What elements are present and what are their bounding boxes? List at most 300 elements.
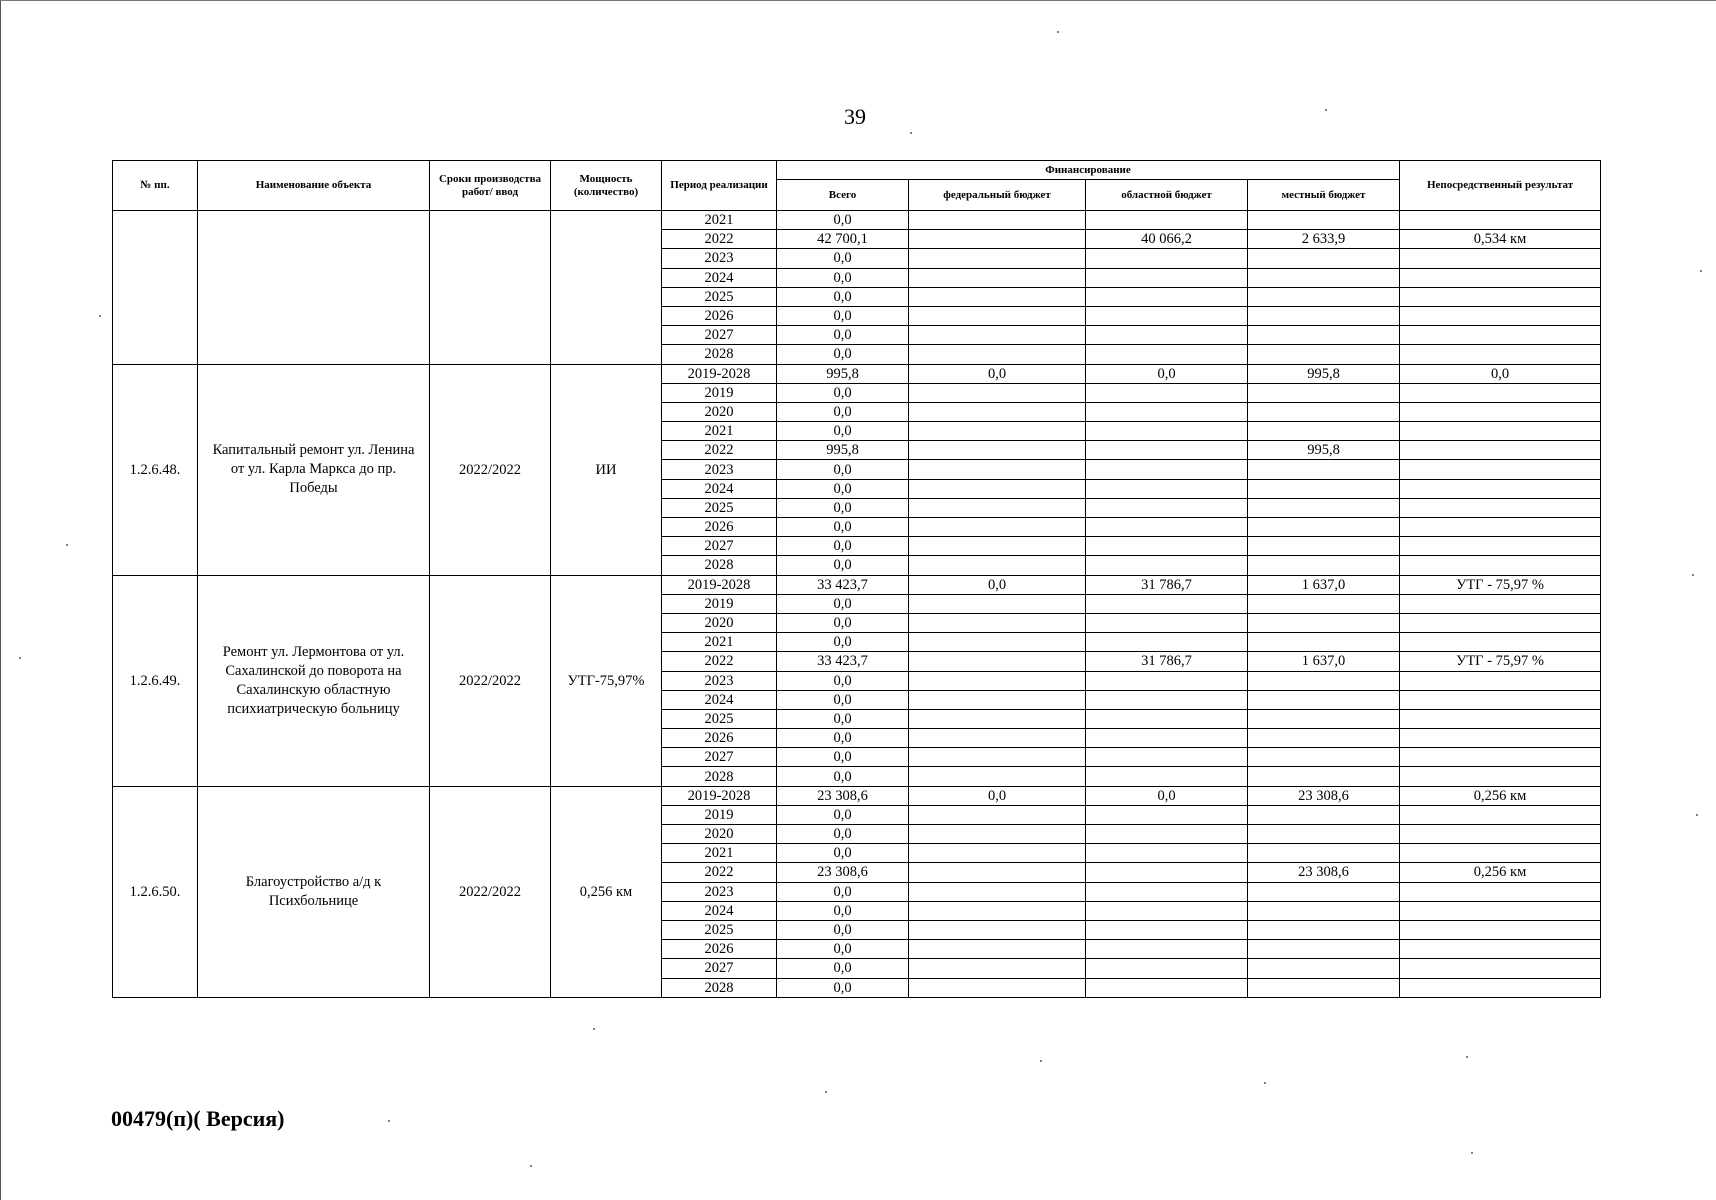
period-cell: 2019-2028 bbox=[662, 364, 777, 383]
local-budget-cell bbox=[1248, 633, 1400, 652]
local-budget-cell: 23 308,6 bbox=[1248, 863, 1400, 882]
total-cell: 0,0 bbox=[777, 613, 909, 632]
result-cell bbox=[1400, 383, 1601, 402]
federal-budget-cell bbox=[909, 690, 1086, 709]
total-cell: 0,0 bbox=[777, 959, 909, 978]
local-budget-cell bbox=[1248, 306, 1400, 325]
header-num: № пп. bbox=[113, 161, 198, 211]
regional-budget-cell bbox=[1086, 383, 1248, 402]
regional-budget-cell: 40 066,2 bbox=[1086, 230, 1248, 249]
table-header bbox=[113, 161, 1601, 211]
total-cell: 0,0 bbox=[777, 537, 909, 556]
scan-speck bbox=[388, 1120, 390, 1122]
period-cell: 2019-2028 bbox=[662, 786, 777, 805]
header-total: Всего bbox=[777, 180, 909, 211]
total-cell: 0,0 bbox=[777, 748, 909, 767]
scan-speck bbox=[825, 1091, 827, 1093]
regional-budget-cell bbox=[1086, 498, 1248, 517]
local-budget-cell bbox=[1248, 805, 1400, 824]
table-row bbox=[113, 364, 1601, 383]
document-code: 00479(п)( Версия) bbox=[111, 1106, 285, 1131]
period-cell: 2025 bbox=[662, 709, 777, 728]
local-budget-cell bbox=[1248, 594, 1400, 613]
regional-budget-cell bbox=[1086, 249, 1248, 268]
result-cell bbox=[1400, 498, 1601, 517]
scan-speck bbox=[1692, 574, 1694, 576]
federal-budget-cell bbox=[909, 825, 1086, 844]
regional-budget-cell: 31 786,7 bbox=[1086, 575, 1248, 594]
regional-budget-cell bbox=[1086, 690, 1248, 709]
local-budget-cell bbox=[1248, 249, 1400, 268]
result-cell: 0,256 км bbox=[1400, 786, 1601, 805]
federal-budget-cell bbox=[909, 613, 1086, 632]
scan-speck bbox=[99, 315, 101, 317]
regional-budget-cell bbox=[1086, 422, 1248, 441]
federal-budget-cell bbox=[909, 211, 1086, 230]
total-cell: 42 700,1 bbox=[777, 230, 909, 249]
header-local: местный бюджет bbox=[1248, 180, 1400, 211]
period-cell: 2023 bbox=[662, 671, 777, 690]
result-cell bbox=[1400, 402, 1601, 421]
regional-budget-cell: 0,0 bbox=[1086, 364, 1248, 383]
result-cell bbox=[1400, 825, 1601, 844]
local-budget-cell bbox=[1248, 882, 1400, 901]
work-terms-cell bbox=[430, 211, 551, 365]
result-cell bbox=[1400, 978, 1601, 997]
regional-budget-cell bbox=[1086, 460, 1248, 479]
scan-speck bbox=[1700, 270, 1702, 272]
result-cell bbox=[1400, 709, 1601, 728]
local-budget-cell bbox=[1248, 959, 1400, 978]
local-budget-cell bbox=[1248, 556, 1400, 575]
local-budget-cell: 2 633,9 bbox=[1248, 230, 1400, 249]
total-cell: 0,0 bbox=[777, 594, 909, 613]
period-cell: 2021 bbox=[662, 211, 777, 230]
local-budget-cell bbox=[1248, 767, 1400, 786]
object-number-cell: 1.2.6.49. bbox=[113, 575, 198, 786]
period-cell: 2024 bbox=[662, 690, 777, 709]
result-cell: 0,534 км bbox=[1400, 230, 1601, 249]
period-cell: 2019 bbox=[662, 383, 777, 402]
table-body bbox=[113, 211, 1601, 998]
federal-budget-cell bbox=[909, 633, 1086, 652]
period-cell: 2023 bbox=[662, 249, 777, 268]
object-number-cell: 1.2.6.50. bbox=[113, 786, 198, 997]
federal-budget-cell bbox=[909, 805, 1086, 824]
total-cell: 0,0 bbox=[777, 805, 909, 824]
regional-budget-cell bbox=[1086, 882, 1248, 901]
federal-budget-cell bbox=[909, 326, 1086, 345]
period-cell: 2019 bbox=[662, 594, 777, 613]
local-budget-cell bbox=[1248, 383, 1400, 402]
local-budget-cell bbox=[1248, 729, 1400, 748]
period-cell: 2022 bbox=[662, 863, 777, 882]
total-cell: 0,0 bbox=[777, 825, 909, 844]
federal-budget-cell bbox=[909, 940, 1086, 959]
total-cell: 0,0 bbox=[777, 767, 909, 786]
header-regional: областной бюджет bbox=[1086, 180, 1248, 211]
local-budget-cell bbox=[1248, 709, 1400, 728]
period-cell: 2028 bbox=[662, 556, 777, 575]
period-cell: 2022 bbox=[662, 441, 777, 460]
local-budget-cell bbox=[1248, 422, 1400, 441]
table-row bbox=[113, 786, 1601, 805]
total-cell: 0,0 bbox=[777, 479, 909, 498]
federal-budget-cell bbox=[909, 268, 1086, 287]
result-cell bbox=[1400, 326, 1601, 345]
federal-budget-cell bbox=[909, 863, 1086, 882]
regional-budget-cell bbox=[1086, 767, 1248, 786]
object-name-cell: Благоустройство а/д к Психбольнице bbox=[198, 786, 430, 997]
result-cell bbox=[1400, 594, 1601, 613]
result-cell bbox=[1400, 882, 1601, 901]
local-budget-cell: 1 637,0 bbox=[1248, 652, 1400, 671]
object-number-cell: 1.2.6.48. bbox=[113, 364, 198, 575]
regional-budget-cell bbox=[1086, 479, 1248, 498]
local-budget-cell: 995,8 bbox=[1248, 364, 1400, 383]
period-cell: 2024 bbox=[662, 479, 777, 498]
total-cell: 0,0 bbox=[777, 690, 909, 709]
local-budget-cell bbox=[1248, 498, 1400, 517]
period-cell: 2028 bbox=[662, 345, 777, 364]
federal-budget-cell bbox=[909, 460, 1086, 479]
local-budget-cell bbox=[1248, 402, 1400, 421]
regional-budget-cell bbox=[1086, 920, 1248, 939]
local-budget-cell bbox=[1248, 901, 1400, 920]
local-budget-cell bbox=[1248, 671, 1400, 690]
result-cell bbox=[1400, 901, 1601, 920]
federal-budget-cell bbox=[909, 920, 1086, 939]
scan-speck bbox=[1325, 109, 1327, 111]
regional-budget-cell bbox=[1086, 825, 1248, 844]
local-budget-cell bbox=[1248, 345, 1400, 364]
scan-speck bbox=[593, 1028, 595, 1030]
total-cell: 0,0 bbox=[777, 844, 909, 863]
federal-budget-cell bbox=[909, 537, 1086, 556]
regional-budget-cell bbox=[1086, 326, 1248, 345]
period-cell: 2027 bbox=[662, 748, 777, 767]
total-cell: 0,0 bbox=[777, 709, 909, 728]
period-cell: 2020 bbox=[662, 613, 777, 632]
total-cell: 0,0 bbox=[777, 326, 909, 345]
local-budget-cell bbox=[1248, 613, 1400, 632]
federal-budget-cell bbox=[909, 479, 1086, 498]
result-cell bbox=[1400, 633, 1601, 652]
total-cell: 33 423,7 bbox=[777, 652, 909, 671]
result-cell bbox=[1400, 422, 1601, 441]
scan-speck bbox=[1471, 1152, 1473, 1154]
local-budget-cell bbox=[1248, 537, 1400, 556]
result-cell bbox=[1400, 211, 1601, 230]
capacity-cell: УТГ-75,97% bbox=[551, 575, 662, 786]
period-cell: 2025 bbox=[662, 287, 777, 306]
federal-budget-cell bbox=[909, 287, 1086, 306]
total-cell: 0,0 bbox=[777, 633, 909, 652]
result-cell bbox=[1400, 729, 1601, 748]
total-cell: 0,0 bbox=[777, 978, 909, 997]
regional-budget-cell bbox=[1086, 671, 1248, 690]
federal-budget-cell bbox=[909, 652, 1086, 671]
total-cell: 0,0 bbox=[777, 518, 909, 537]
federal-budget-cell bbox=[909, 709, 1086, 728]
result-cell bbox=[1400, 537, 1601, 556]
period-cell: 2021 bbox=[662, 422, 777, 441]
period-cell: 2023 bbox=[662, 460, 777, 479]
federal-budget-cell bbox=[909, 306, 1086, 325]
period-cell: 2020 bbox=[662, 402, 777, 421]
header-federal: федеральный бюджет bbox=[909, 180, 1086, 211]
federal-budget-cell bbox=[909, 671, 1086, 690]
federal-budget-cell bbox=[909, 844, 1086, 863]
scan-speck bbox=[530, 1165, 532, 1167]
local-budget-cell bbox=[1248, 844, 1400, 863]
total-cell: 995,8 bbox=[777, 441, 909, 460]
local-budget-cell bbox=[1248, 460, 1400, 479]
scan-left-edge bbox=[0, 0, 1, 1200]
local-budget-cell bbox=[1248, 518, 1400, 537]
period-cell: 2024 bbox=[662, 901, 777, 920]
work-terms-cell: 2022/2022 bbox=[430, 364, 551, 575]
result-cell bbox=[1400, 518, 1601, 537]
federal-budget-cell bbox=[909, 345, 1086, 364]
object-name-cell: Капитальный ремонт ул. Ленина от ул. Карла Маркса до пр. Победы bbox=[198, 364, 430, 575]
period-cell: 2027 bbox=[662, 959, 777, 978]
local-budget-cell bbox=[1248, 920, 1400, 939]
object-name-cell: Ремонт ул. Лермонтова от ул. Сахалинской до поворота на Сахалинскую областную психиатрическую больницу bbox=[198, 575, 430, 786]
regional-budget-cell bbox=[1086, 306, 1248, 325]
local-budget-cell bbox=[1248, 748, 1400, 767]
total-cell: 23 308,6 bbox=[777, 863, 909, 882]
work-terms-cell: 2022/2022 bbox=[430, 575, 551, 786]
total-cell: 0,0 bbox=[777, 402, 909, 421]
total-cell: 0,0 bbox=[777, 306, 909, 325]
regional-budget-cell bbox=[1086, 844, 1248, 863]
capacity-cell bbox=[551, 211, 662, 365]
result-cell bbox=[1400, 287, 1601, 306]
total-cell: 0,0 bbox=[777, 498, 909, 517]
local-budget-cell bbox=[1248, 326, 1400, 345]
result-cell bbox=[1400, 805, 1601, 824]
local-budget-cell: 1 637,0 bbox=[1248, 575, 1400, 594]
result-cell bbox=[1400, 671, 1601, 690]
scan-speck bbox=[1264, 1082, 1266, 1084]
table-row bbox=[113, 575, 1601, 594]
header-financing: Финансирование bbox=[777, 161, 1400, 180]
period-cell: 2026 bbox=[662, 940, 777, 959]
federal-budget-cell bbox=[909, 422, 1086, 441]
local-budget-cell: 995,8 bbox=[1248, 441, 1400, 460]
local-budget-cell bbox=[1248, 940, 1400, 959]
capacity-cell: ИИ bbox=[551, 364, 662, 575]
regional-budget-cell bbox=[1086, 402, 1248, 421]
federal-budget-cell bbox=[909, 901, 1086, 920]
financing-table bbox=[112, 160, 1601, 998]
period-cell: 2027 bbox=[662, 537, 777, 556]
regional-budget-cell bbox=[1086, 287, 1248, 306]
regional-budget-cell bbox=[1086, 441, 1248, 460]
period-cell: 2027 bbox=[662, 326, 777, 345]
period-cell: 2023 bbox=[662, 882, 777, 901]
regional-budget-cell bbox=[1086, 268, 1248, 287]
federal-budget-cell bbox=[909, 767, 1086, 786]
total-cell: 0,0 bbox=[777, 383, 909, 402]
federal-budget-cell: 0,0 bbox=[909, 364, 1086, 383]
period-cell: 2026 bbox=[662, 518, 777, 537]
federal-budget-cell bbox=[909, 441, 1086, 460]
regional-budget-cell bbox=[1086, 748, 1248, 767]
regional-budget-cell bbox=[1086, 633, 1248, 652]
local-budget-cell: 23 308,6 bbox=[1248, 786, 1400, 805]
result-cell bbox=[1400, 920, 1601, 939]
result-cell bbox=[1400, 940, 1601, 959]
federal-budget-cell bbox=[909, 594, 1086, 613]
total-cell: 0,0 bbox=[777, 882, 909, 901]
regional-budget-cell bbox=[1086, 729, 1248, 748]
work-terms-cell: 2022/2022 bbox=[430, 786, 551, 997]
result-cell bbox=[1400, 479, 1601, 498]
total-cell: 0,0 bbox=[777, 920, 909, 939]
result-cell bbox=[1400, 767, 1601, 786]
result-cell bbox=[1400, 748, 1601, 767]
period-cell: 2022 bbox=[662, 230, 777, 249]
result-cell bbox=[1400, 844, 1601, 863]
local-budget-cell bbox=[1248, 287, 1400, 306]
result-cell bbox=[1400, 345, 1601, 364]
total-cell: 0,0 bbox=[777, 268, 909, 287]
federal-budget-cell: 0,0 bbox=[909, 575, 1086, 594]
period-cell: 2026 bbox=[662, 729, 777, 748]
total-cell: 0,0 bbox=[777, 901, 909, 920]
federal-budget-cell bbox=[909, 748, 1086, 767]
federal-budget-cell bbox=[909, 882, 1086, 901]
total-cell: 0,0 bbox=[777, 249, 909, 268]
object-name-cell bbox=[198, 211, 430, 365]
total-cell: 995,8 bbox=[777, 364, 909, 383]
federal-budget-cell bbox=[909, 959, 1086, 978]
result-cell bbox=[1400, 268, 1601, 287]
federal-budget-cell bbox=[909, 249, 1086, 268]
regional-budget-cell bbox=[1086, 863, 1248, 882]
regional-budget-cell bbox=[1086, 211, 1248, 230]
table-row bbox=[113, 211, 1601, 230]
total-cell: 0,0 bbox=[777, 940, 909, 959]
total-cell: 0,0 bbox=[777, 422, 909, 441]
header-name: Наименование объекта bbox=[198, 161, 430, 211]
period-cell: 2024 bbox=[662, 268, 777, 287]
object-number-cell bbox=[113, 211, 198, 365]
result-cell: 0,256 км bbox=[1400, 863, 1601, 882]
header-terms: Сроки производства работ/ ввод bbox=[430, 161, 551, 211]
scan-speck bbox=[910, 132, 912, 134]
result-cell bbox=[1400, 460, 1601, 479]
result-cell bbox=[1400, 613, 1601, 632]
header-capacity: Мощность (количество) bbox=[551, 161, 662, 211]
period-cell: 2028 bbox=[662, 767, 777, 786]
capacity-cell: 0,256 км bbox=[551, 786, 662, 997]
result-cell bbox=[1400, 441, 1601, 460]
page-number: 39 bbox=[844, 104, 866, 129]
regional-budget-cell bbox=[1086, 901, 1248, 920]
period-cell: 2020 bbox=[662, 825, 777, 844]
regional-budget-cell bbox=[1086, 709, 1248, 728]
period-cell: 2025 bbox=[662, 498, 777, 517]
total-cell: 23 308,6 bbox=[777, 786, 909, 805]
federal-budget-cell bbox=[909, 978, 1086, 997]
period-cell: 2026 bbox=[662, 306, 777, 325]
local-budget-cell bbox=[1248, 978, 1400, 997]
local-budget-cell bbox=[1248, 211, 1400, 230]
total-cell: 33 423,7 bbox=[777, 575, 909, 594]
federal-budget-cell bbox=[909, 729, 1086, 748]
regional-budget-cell bbox=[1086, 978, 1248, 997]
header-result: Непосредственный результат bbox=[1400, 161, 1601, 211]
regional-budget-cell: 31 786,7 bbox=[1086, 652, 1248, 671]
total-cell: 0,0 bbox=[777, 671, 909, 690]
scan-speck bbox=[1040, 1060, 1042, 1062]
scan-speck bbox=[1057, 31, 1059, 33]
result-cell bbox=[1400, 249, 1601, 268]
scan-speck bbox=[1696, 814, 1698, 816]
regional-budget-cell: 0,0 bbox=[1086, 786, 1248, 805]
period-cell: 2021 bbox=[662, 633, 777, 652]
total-cell: 0,0 bbox=[777, 345, 909, 364]
total-cell: 0,0 bbox=[777, 460, 909, 479]
local-budget-cell bbox=[1248, 825, 1400, 844]
federal-budget-cell bbox=[909, 383, 1086, 402]
regional-budget-cell bbox=[1086, 345, 1248, 364]
result-cell bbox=[1400, 556, 1601, 575]
local-budget-cell bbox=[1248, 479, 1400, 498]
federal-budget-cell bbox=[909, 556, 1086, 575]
total-cell: 0,0 bbox=[777, 729, 909, 748]
scan-speck bbox=[1466, 1056, 1468, 1058]
header-period: Период реализации bbox=[662, 161, 777, 211]
federal-budget-cell bbox=[909, 518, 1086, 537]
result-cell: УТГ - 75,97 % bbox=[1400, 575, 1601, 594]
period-cell: 2022 bbox=[662, 652, 777, 671]
scan-speck bbox=[66, 544, 68, 546]
result-cell: 0,0 bbox=[1400, 364, 1601, 383]
scan-speck bbox=[19, 657, 21, 659]
result-cell: УТГ - 75,97 % bbox=[1400, 652, 1601, 671]
regional-budget-cell bbox=[1086, 518, 1248, 537]
result-cell bbox=[1400, 306, 1601, 325]
period-cell: 2028 bbox=[662, 978, 777, 997]
local-budget-cell bbox=[1248, 690, 1400, 709]
period-cell: 2019-2028 bbox=[662, 575, 777, 594]
total-cell: 0,0 bbox=[777, 211, 909, 230]
result-cell bbox=[1400, 959, 1601, 978]
regional-budget-cell bbox=[1086, 613, 1248, 632]
federal-budget-cell bbox=[909, 498, 1086, 517]
regional-budget-cell bbox=[1086, 805, 1248, 824]
federal-budget-cell: 0,0 bbox=[909, 786, 1086, 805]
total-cell: 0,0 bbox=[777, 556, 909, 575]
total-cell: 0,0 bbox=[777, 287, 909, 306]
regional-budget-cell bbox=[1086, 940, 1248, 959]
period-cell: 2025 bbox=[662, 920, 777, 939]
regional-budget-cell bbox=[1086, 594, 1248, 613]
federal-budget-cell bbox=[909, 402, 1086, 421]
federal-budget-cell bbox=[909, 230, 1086, 249]
result-cell bbox=[1400, 690, 1601, 709]
local-budget-cell bbox=[1248, 268, 1400, 287]
regional-budget-cell bbox=[1086, 959, 1248, 978]
period-cell: 2021 bbox=[662, 844, 777, 863]
scan-top-edge bbox=[0, 0, 1716, 1]
regional-budget-cell bbox=[1086, 537, 1248, 556]
regional-budget-cell bbox=[1086, 556, 1248, 575]
